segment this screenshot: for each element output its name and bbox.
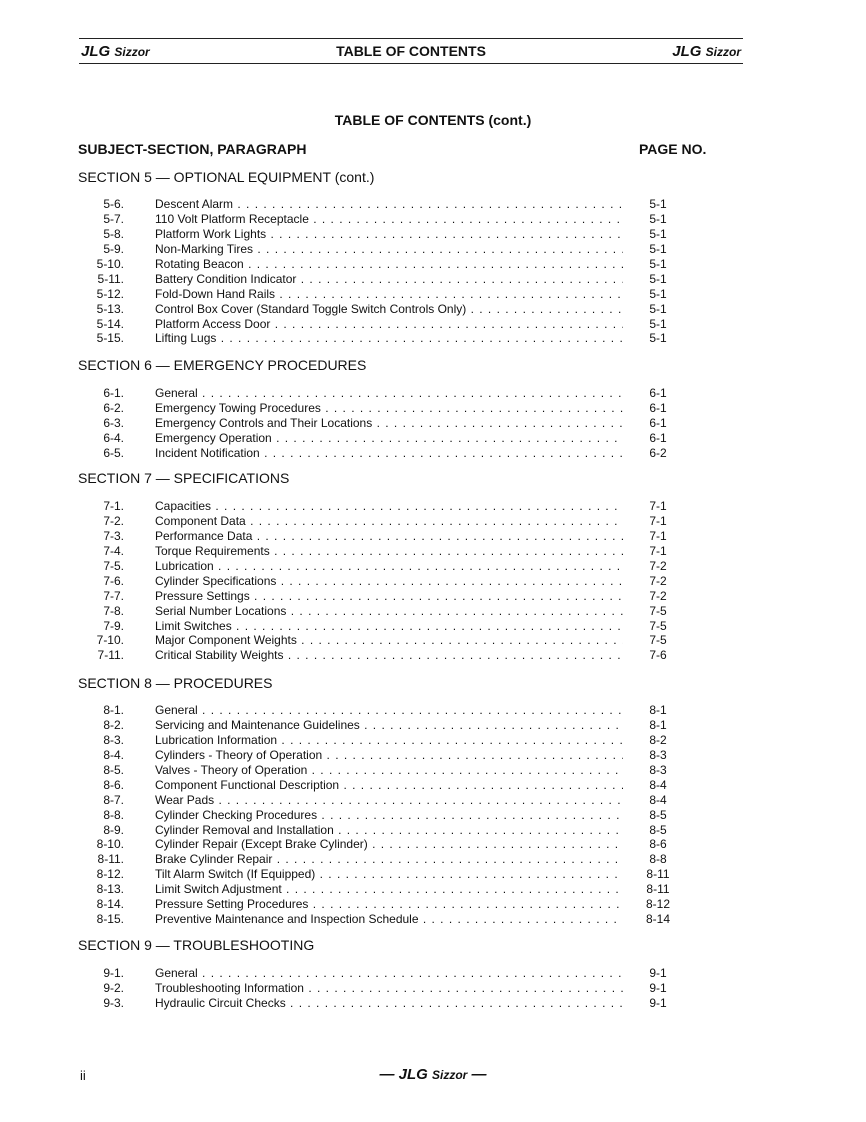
entry-page: 8-1 (649, 703, 667, 717)
entry-label: Lifting Lugs . . . (155, 331, 623, 346)
entry-number: 8-15. (96, 912, 124, 927)
toc-entry[interactable] (0, 514, 866, 529)
entry-page: 7-1 (649, 513, 667, 528)
entry-page: 5-1 (649, 256, 667, 271)
entry-number: 7-5. (103, 558, 124, 573)
entry-label: Brake Cylinder Repair . . . (155, 852, 623, 867)
entry-label: Emergency Operation . . . (155, 431, 623, 446)
brand-main: JLG (398, 1066, 428, 1083)
entry-page: 8-1 (649, 717, 667, 732)
toc-entry[interactable] (0, 416, 866, 431)
entry-label: Cylinder Removal and Installation . . . (155, 823, 623, 838)
toc-entry[interactable] (0, 912, 866, 927)
entry-number: 5-14. (96, 316, 124, 331)
entry-number: 7-10. (96, 633, 124, 648)
toc-entry[interactable] (0, 227, 866, 242)
entry-page: 8-2 (649, 732, 667, 747)
entry-number: 5-10. (96, 256, 124, 271)
entry-number: 8-1. (103, 703, 124, 717)
section-title: SECTION 7 — SPECIFICATIONS (78, 470, 290, 486)
entry-number: 6-2. (103, 400, 124, 415)
entry-number: 7-1. (103, 499, 124, 513)
toc-entry[interactable] (0, 981, 866, 996)
toc-entry[interactable] (0, 852, 866, 867)
entry-number: 5-8. (103, 226, 124, 241)
entry-page: 7-1 (649, 528, 667, 543)
entry-label: Component Data . . . (155, 514, 623, 529)
entry-page: 5-1 (649, 316, 667, 331)
entry-page: 5-1 (649, 286, 667, 301)
brand-sub: Sizzor (705, 45, 741, 59)
toc-entry[interactable] (0, 529, 866, 544)
toc-entry[interactable] (0, 882, 866, 897)
entry-label: Torque Requirements . . . (155, 544, 623, 559)
entry-page: 5-1 (649, 331, 667, 346)
entry-label: Descent Alarm . . . (155, 197, 623, 212)
footer-dash-right: — (471, 1066, 487, 1083)
entry-label: Preventive Maintenance and Inspection Schedule . . . (155, 912, 623, 927)
page-header (79, 38, 743, 64)
entry-label: Servicing and Maintenance Guidelines . . . (155, 718, 623, 733)
footer-brand (0, 1066, 866, 1083)
entry-label: Non-Marking Tires . . . (155, 242, 623, 257)
column-header-subject: SUBJECT-SECTION, PARAGRAPH (78, 141, 307, 157)
entry-page: 5-1 (649, 241, 667, 256)
toc-entry[interactable] (0, 302, 866, 317)
entry-label: Critical Stability Weights . . . (155, 648, 623, 663)
toc-entry[interactable] (0, 823, 866, 838)
entry-number: 9-1. (103, 966, 124, 980)
entry-number: 5-9. (103, 241, 124, 256)
toc-entry-list (0, 966, 866, 1011)
entry-label: Battery Condition Indicator . . . (155, 272, 623, 287)
entry-label: Hydraulic Circuit Checks . . . (155, 996, 623, 1011)
entry-number: 8-13. (96, 882, 124, 897)
entry-page: 5-1 (649, 301, 667, 316)
entry-page: 7-2 (649, 588, 667, 603)
entry-number: 9-2. (103, 980, 124, 995)
entry-page: 6-2 (649, 445, 667, 460)
footer-page-number: ii (80, 1068, 86, 1083)
entry-label: Serial Number Locations . . . (155, 604, 623, 619)
entry-page: 8-4 (649, 792, 667, 807)
entry-label: Emergency Towing Procedures . . . (155, 401, 623, 416)
entry-page: 7-5 (649, 633, 667, 648)
brand-sub: Sizzor (432, 1068, 468, 1082)
entry-page: 6-1 (649, 430, 667, 445)
entry-page: 5-1 (649, 226, 667, 241)
entry-label: Platform Access Door . . . (155, 317, 623, 332)
entry-label: Pressure Setting Procedures . . . (155, 897, 623, 912)
entry-label: Pressure Settings . . . (155, 589, 623, 604)
toc-entry[interactable] (0, 996, 866, 1011)
brand-main: JLG (672, 43, 702, 60)
entry-page: 7-6 (649, 648, 667, 663)
toc-entry[interactable] (0, 793, 866, 808)
toc-entry[interactable] (0, 763, 866, 778)
entry-number: 7-6. (103, 573, 124, 588)
entry-label: General . . . (155, 966, 623, 981)
entry-label: Cylinder Repair (Except Brake Cylinder) . . . (155, 837, 623, 852)
entry-number: 7-9. (103, 618, 124, 633)
entry-number: 5-7. (103, 211, 124, 226)
entry-page: 6-1 (649, 400, 667, 415)
toc-entry-list (0, 197, 866, 346)
toc-entry[interactable] (0, 446, 866, 461)
toc-entry[interactable] (0, 499, 866, 514)
entry-label: Capacities . . . (155, 499, 623, 514)
toc-entry[interactable] (0, 966, 866, 981)
toc-entry[interactable] (0, 589, 866, 604)
entry-number: 8-5. (103, 762, 124, 777)
entry-number: 7-4. (103, 543, 124, 558)
entry-label: Incident Notification . . . (155, 446, 623, 461)
toc-entry[interactable] (0, 559, 866, 574)
section-title: SECTION 5 — OPTIONAL EQUIPMENT (cont.) (78, 169, 375, 185)
header-brand-right (672, 43, 741, 60)
entry-number: 5-13. (96, 301, 124, 316)
entry-label: Emergency Controls and Their Locations . . . (155, 416, 623, 431)
toc-entry[interactable] (0, 287, 866, 302)
entry-number: 6-1. (103, 386, 124, 400)
entry-page: 7-1 (649, 543, 667, 558)
entry-label: Limit Switches . . . (155, 619, 623, 634)
brand-sub: Sizzor (114, 45, 150, 59)
entry-label: Major Component Weights . . . (155, 633, 623, 648)
header-title: TABLE OF CONTENTS (336, 43, 486, 59)
toc-entry[interactable] (0, 778, 866, 793)
toc-entry[interactable] (0, 272, 866, 287)
entry-label: Component Functional Description . . . (155, 778, 623, 793)
entry-number: 7-7. (103, 588, 124, 603)
entry-number: 8-7. (103, 792, 124, 807)
entry-number: 6-4. (103, 430, 124, 445)
entry-number: 8-10. (96, 837, 124, 852)
entry-page: 6-1 (649, 415, 667, 430)
entry-page: 7-1 (649, 499, 667, 513)
entry-page: 5-1 (649, 271, 667, 286)
entry-label: Platform Work Lights . . . (155, 227, 623, 242)
entry-number: 8-11. (97, 852, 124, 867)
entry-number: 8-14. (96, 897, 124, 912)
entry-page: 8-14 (645, 912, 671, 927)
entry-label: Cylinder Checking Procedures . . . (155, 808, 623, 823)
section-title: SECTION 6 — EMERGENCY PROCEDURES (78, 357, 367, 373)
toc-entry-list (0, 386, 866, 461)
entry-number: 9-3. (103, 995, 124, 1010)
toc-entry[interactable] (0, 331, 866, 346)
entry-label: General . . . (155, 386, 623, 401)
entry-page: 8-5 (649, 822, 667, 837)
document-title: TABLE OF CONTENTS (cont.) (334, 112, 532, 128)
entry-label: Control Box Cover (Standard Toggle Switch Controls Only) . . . (155, 302, 623, 317)
entry-page: 8-6 (649, 837, 667, 852)
entry-page: 9-1 (649, 995, 667, 1010)
entry-number: 8-12. (96, 867, 124, 882)
entry-label: Rotating Beacon . . . (155, 257, 623, 272)
toc-entry[interactable] (0, 837, 866, 852)
entry-label: Wear Pads . . . (155, 793, 623, 808)
entry-number: 5-15. (96, 331, 124, 346)
entry-label: General . . . (155, 703, 623, 718)
toc-entry[interactable] (0, 604, 866, 619)
toc-entry[interactable] (0, 808, 866, 823)
entry-page: 6-1 (649, 386, 667, 400)
entry-page: 8-8 (649, 852, 667, 867)
entry-page: 7-5 (649, 603, 667, 618)
entry-page: 8-4 (649, 777, 667, 792)
entry-label: Tilt Alarm Switch (If Equipped) . . . (155, 867, 623, 882)
section-title: SECTION 9 — TROUBLESHOOTING (78, 937, 315, 953)
entry-page: 7-2 (649, 573, 667, 588)
entry-label: Performance Data . . . (155, 529, 623, 544)
entry-page: 5-1 (649, 197, 667, 211)
toc-entry[interactable] (0, 317, 866, 332)
entry-page: 8-3 (649, 747, 667, 762)
entry-page: 5-1 (649, 211, 667, 226)
toc-entry[interactable] (0, 212, 866, 227)
toc-entry[interactable] (0, 401, 866, 416)
column-header-page: PAGE NO. (639, 141, 707, 157)
toc-entry[interactable] (0, 748, 866, 763)
entry-label: Cylinders - Theory of Operation . . . (155, 748, 623, 763)
entry-number: 7-11. (97, 648, 124, 663)
entry-page: 8-12 (645, 897, 671, 912)
entry-page: 8-11 (646, 867, 670, 882)
toc-entry[interactable] (0, 633, 866, 648)
toc-entry[interactable] (0, 703, 866, 718)
entry-number: 7-3. (103, 528, 124, 543)
toc-entry[interactable] (0, 733, 866, 748)
toc-entry[interactable] (0, 257, 866, 272)
entry-page: 7-2 (649, 558, 667, 573)
toc-entry[interactable] (0, 867, 866, 882)
entry-number: 8-4. (103, 747, 124, 762)
entry-number: 7-2. (103, 513, 124, 528)
toc-entry[interactable] (0, 242, 866, 257)
entry-number: 8-3. (103, 732, 124, 747)
entry-label: Valves - Theory of Operation . . . (155, 763, 623, 778)
toc-entry[interactable] (0, 386, 866, 401)
toc-entry[interactable] (0, 574, 866, 589)
section-title: SECTION 8 — PROCEDURES (78, 675, 273, 691)
entry-page: 8-3 (649, 762, 667, 777)
toc-entry[interactable] (0, 431, 866, 446)
entry-number: 8-9. (103, 822, 124, 837)
entry-number: 8-6. (103, 777, 124, 792)
entry-label: Lubrication . . . (155, 559, 623, 574)
entry-number: 8-2. (103, 717, 124, 732)
toc-entry[interactable] (0, 619, 866, 634)
toc-entry[interactable] (0, 544, 866, 559)
entry-page: 8-11 (646, 882, 670, 897)
entry-number: 7-8. (103, 603, 124, 618)
entry-label: Limit Switch Adjustment . . . (155, 882, 623, 897)
entry-label: Lubrication Information . . . (155, 733, 623, 748)
entry-label: Troubleshooting Information . . . (155, 981, 623, 996)
brand-main: JLG (81, 43, 111, 60)
entry-number: 6-5. (103, 445, 124, 460)
entry-label: Fold-Down Hand Rails . . . (155, 287, 623, 302)
toc-entry[interactable] (0, 718, 866, 733)
toc-entry-list (0, 703, 866, 927)
toc-entry-list (0, 499, 866, 663)
toc-entry[interactable] (0, 197, 866, 212)
entry-number: 6-3. (103, 415, 124, 430)
toc-entry[interactable] (0, 648, 866, 663)
entry-page: 9-1 (649, 966, 667, 980)
entry-number: 5-12. (96, 286, 124, 301)
entry-page: 8-5 (649, 807, 667, 822)
entry-number: 8-8. (103, 807, 124, 822)
entry-page: 7-5 (649, 618, 667, 633)
toc-entry[interactable] (0, 897, 866, 912)
entry-page: 9-1 (649, 980, 667, 995)
footer-dash-left: — (379, 1066, 395, 1083)
entry-label: 110 Volt Platform Receptacle . . . (155, 212, 623, 227)
entry-label: Cylinder Specifications . . . (155, 574, 623, 589)
entry-number: 5-11. (97, 271, 124, 286)
entry-number: 5-6. (103, 197, 124, 211)
